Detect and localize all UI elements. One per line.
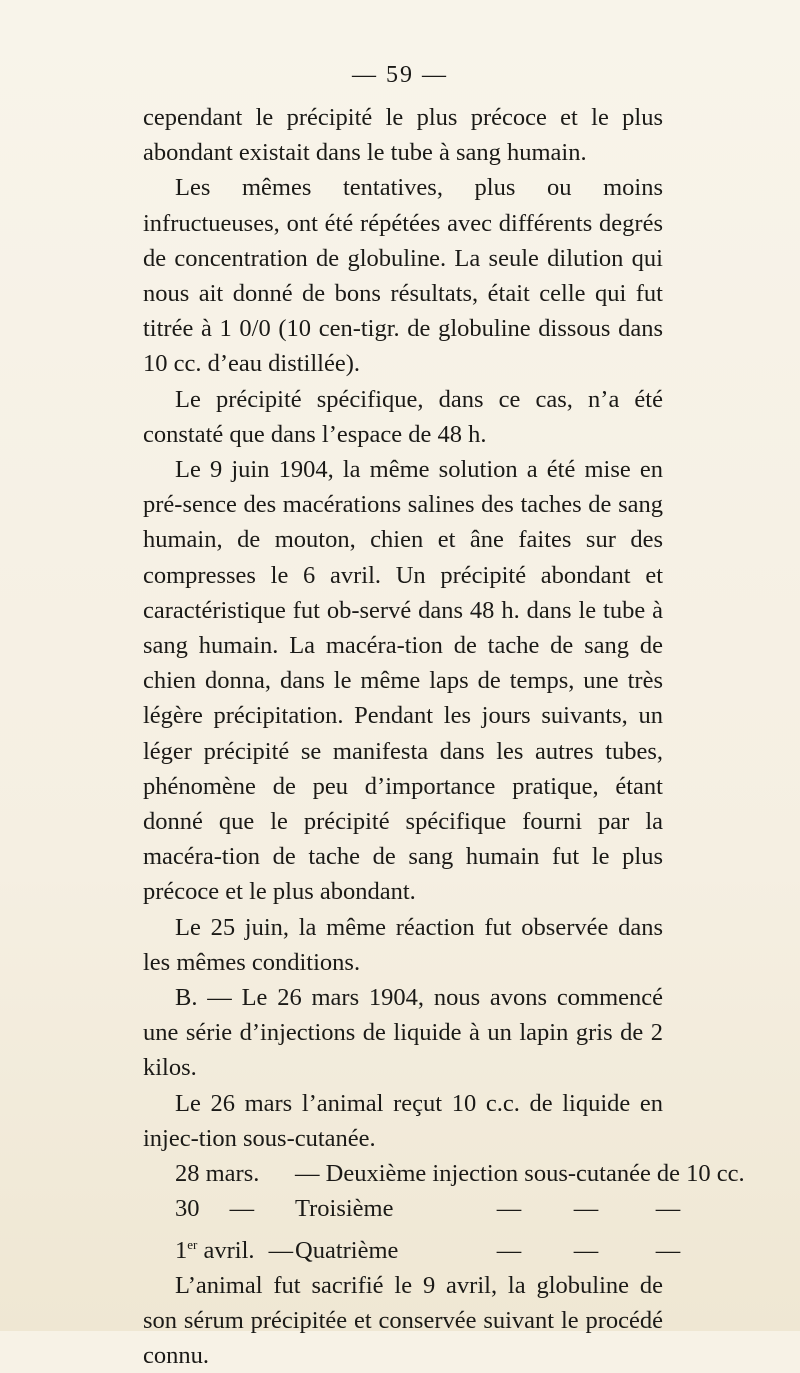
injection-date bbox=[175, 1191, 295, 1226]
injection-label: Quatrième bbox=[295, 1236, 399, 1264]
injection-date-number: 1 bbox=[175, 1236, 188, 1264]
dash-separator: — bbox=[268, 1236, 294, 1264]
closing-paragraph: L’animal fut sacrifié le 9 avril, la globuline de son sérum précipitée et conservée suivant le procédé connu. bbox=[143, 1271, 663, 1370]
paragraph-2: Les mêmes tentatives, plus ou moins infructueuses, ont été répétées avec différents degrés de concentration de globuline. La seule dilution qui nous ait donné de bons résultats, était celle qui fut titrée à 1 0/0 (10 cen-tigr. de globuline dissous dans 10 cc. d’eau distillée). bbox=[143, 174, 663, 378]
ditto-dash: — bbox=[573, 1195, 599, 1223]
ditto-dash: — bbox=[496, 1195, 522, 1223]
paragraph-3: Le précipité spécifique, dans ce cas, n’a été constaté que dans l’espace de 48 h. bbox=[143, 385, 663, 448]
injection-date-number: 30 bbox=[175, 1195, 200, 1223]
injection-row-28-mars bbox=[143, 1156, 745, 1191]
injection-date bbox=[175, 1227, 295, 1268]
dash-separator: — bbox=[229, 1195, 255, 1223]
paragraph-7: Le 26 mars l’animal reçut 10 c.c. de liquide en injec-tion sous-cutanée. bbox=[143, 1089, 663, 1152]
ditto-dash: — bbox=[655, 1236, 681, 1264]
injection-row-1er-avril bbox=[143, 1227, 681, 1268]
main-text bbox=[143, 100, 745, 1373]
injection-row-30 bbox=[143, 1191, 681, 1226]
ordinal-suffix: er bbox=[187, 1236, 198, 1252]
ditto-dash: — bbox=[496, 1236, 522, 1264]
injection-description: — Deuxième injection sous-cutanée de 10 cc. bbox=[295, 1160, 745, 1188]
paragraph-6: B. — Le 26 mars 1904, nous avons commencé une série d’injections de liquide à un lapin gris de 2 kilos. bbox=[143, 984, 663, 1082]
injection-label: Troisième bbox=[295, 1195, 394, 1223]
ditto-dash: — bbox=[655, 1195, 681, 1223]
page-number: — 59 — bbox=[352, 62, 448, 88]
injection-date: 28 mars. bbox=[175, 1160, 260, 1188]
paragraph-1: cependant le précipité le plus précoce et le plus abondant existait dans le tube à sang humain. bbox=[143, 104, 663, 167]
ditto-dash: — bbox=[573, 1236, 599, 1264]
paragraph-5: Le 25 juin, la même réaction fut observée dans les mêmes conditions. bbox=[143, 913, 663, 976]
injection-date-word: avril. bbox=[203, 1236, 255, 1264]
paragraph-4: Le 9 juin 1904, la même solution a été mise en pré-sence des macérations salines des taches de sang humain, de mouton, chien et âne faites sur des compresses le 6 avril. Un précipité abondant et caractéristique fut ob-servé dans 48 h. dans le tube à sang humain. La macéra-tion de tache de sang de chien donna, dans le même laps de temps, une très légère précipitation. Pendant les jours suivants, un léger précipité se manifesta dans les autres tubes, phénomène de peu d’importance pratique, étant donné que le précipité spécifique fourni par la macéra-tion de tache de sang humain fut le plus précoce et le plus abondant. bbox=[143, 456, 663, 906]
